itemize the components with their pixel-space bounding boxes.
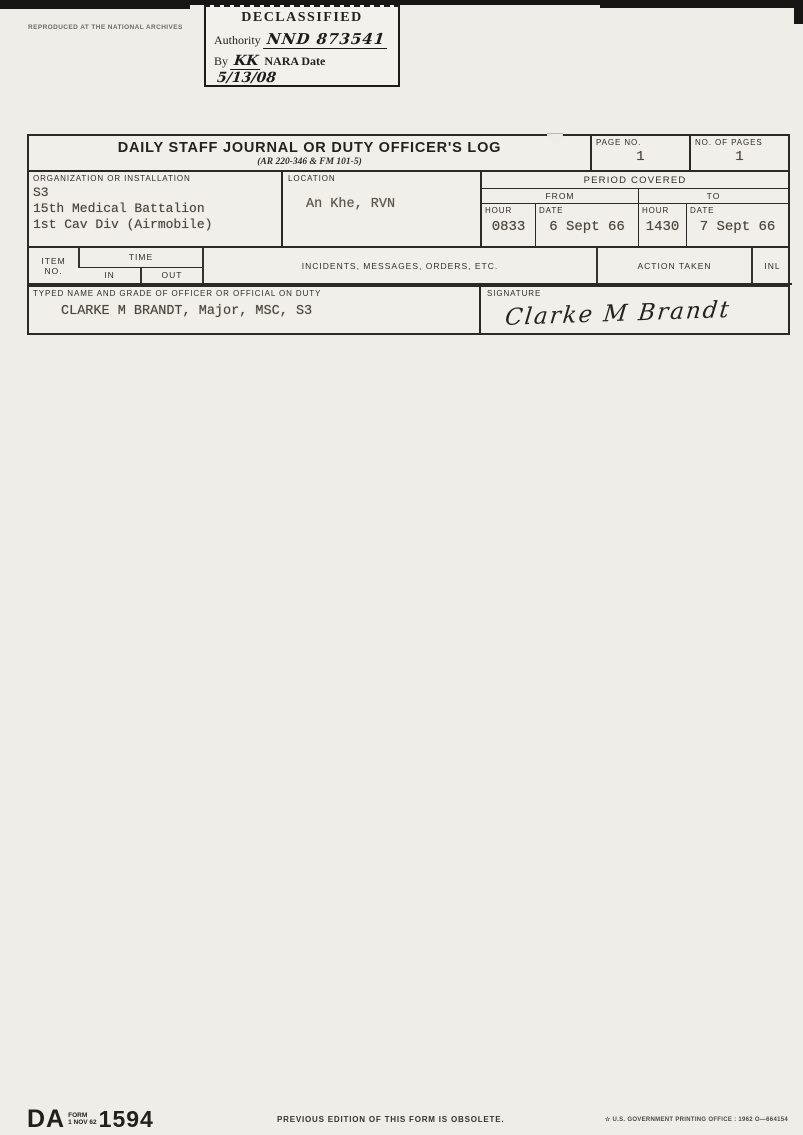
no-of-pages-label: NO. OF PAGES [695,138,763,147]
organization-cell [29,172,281,246]
scan-edge-top-left [0,0,190,9]
da-form-1594 [27,134,790,335]
no-of-pages-cell [689,136,788,170]
hour-date-cells [482,204,788,246]
form-org-row [29,172,788,248]
form-title-row [29,136,788,172]
to-hour-value: 1430 [645,219,680,235]
journal-header [29,248,792,284]
typed-name-label: TYPED NAME AND GRADE OF OFFICER OR OFFICIAL ON DUTY [33,289,322,298]
authority-label: Authority [214,33,261,47]
location-label: LOCATION [288,174,336,183]
by-label: By [214,54,229,68]
scan-edge-right-corner [794,0,803,24]
from-date-cell [536,204,639,246]
da-number: 1594 [98,1106,154,1132]
signature-row [29,285,788,333]
da-form-number [27,1107,154,1131]
signature-label: SIGNATURE [487,289,542,298]
typed-name-value: CLARKE M BRANDT, Major, MSC, S3 [61,304,313,319]
col-header-action: ACTION TAKEN [597,248,752,284]
archives-note: REPRODUCED AT THE NATIONAL ARCHIVES [28,24,183,31]
col-header-in: IN [79,267,141,284]
to-date-cell [687,204,788,246]
to-date-value: 7 Sept 66 [699,219,776,235]
scan-edge-top-right [600,0,803,8]
obsolete-note: PREVIOUS EDITION OF THIS FORM IS OBSOLETE. [277,1115,505,1124]
location-value: An Khe, RVN [306,197,396,212]
from-hour-cell [482,204,536,246]
page-no-cell [590,136,689,170]
form-title-cell [29,136,590,170]
period-covered-label: PERIOD COVERED [482,172,788,189]
organization-line-3: 1st Cav Div (Airmobile) [33,217,213,232]
from-date-value: 6 Sept 66 [549,219,625,235]
from-hour-value: 0833 [491,219,526,235]
page-no-value: 1 [636,149,645,165]
period-covered-cell [480,172,788,246]
organization-value [33,185,277,233]
col-header-incidents: INCIDENTS, MESSAGES, ORDERS, ETC. [203,248,597,284]
from-date-label: DATE [539,206,564,215]
declassified-stamp [204,5,400,87]
da-text: DA [27,1105,66,1133]
location-cell [281,172,480,246]
form-subtitle: (AR 220-346 & FM 101-5) [257,157,362,167]
from-hour-label: HOUR [485,206,513,215]
to-label: TO [706,191,721,201]
to-date-label: DATE [690,206,715,215]
signature-handwritten: Clarke M Brandt [503,296,733,331]
organization-label: ORGANIZATION OR INSTALLATION [33,174,191,183]
declassified-title: DECLASSIFIED [241,10,363,25]
form-number-strip [27,1107,790,1133]
form-title: DAILY STAFF JOURNAL OR DUTY OFFICER'S LOG [117,140,502,156]
organization-line-1: S3 [33,185,49,200]
to-hour-cell [639,204,687,246]
col-header-out: OUT [141,267,203,284]
authority-value-handwritten: NND 873541 [263,30,389,49]
to-hour-label: HOUR [642,206,670,215]
typed-name-cell [29,287,479,333]
col-header-inl: INL [752,248,792,284]
by-value-handwritten: KK [230,53,262,70]
col-header-time: TIME [79,248,203,267]
page-no-label: PAGE NO. [596,138,642,147]
da-form-edition: FORM 1 NOV 62 [68,1112,97,1126]
declassified-authority-line [214,30,390,49]
from-label: FROM [482,189,639,203]
nara-date-value-handwritten: 5/13/08 [213,70,280,87]
nara-date-label: NARA Date [264,54,326,68]
journal-table [29,248,792,285]
from-to-row [482,189,788,204]
organization-line-2: 15th Medical Battalion [33,201,205,216]
declassified-by-line [214,53,390,87]
signature-cell [479,287,788,333]
col-header-item-no: ITEM NO. [29,248,79,284]
gpo-note: ☆ U.S. GOVERNMENT PRINTING OFFICE : 1962 O—664154 [604,1117,788,1123]
no-of-pages-value: 1 [735,149,744,165]
